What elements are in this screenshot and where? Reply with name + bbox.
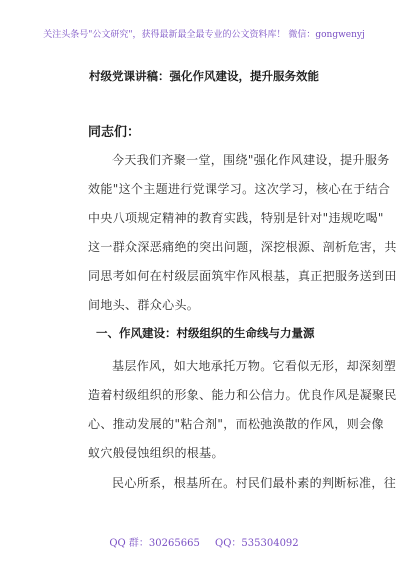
paragraph-line: 间地头、群众心头。 xyxy=(88,298,200,312)
header-banner: 关注头条号"公文研究"，获得最新最全最专业的公文资料库！ 微信：gongwenyj xyxy=(43,30,365,40)
paragraph-line: 中央八项规定精神的教育实践，特别是针对"违规吃喝" xyxy=(88,211,384,225)
paragraph-line: 效能"这个主题进行党课学习。这次学习，核心在于结合 xyxy=(88,182,391,196)
section-heading: 一、作风建设：村级组织的生命线与力量源 xyxy=(96,326,315,340)
footer-contacts xyxy=(0,534,408,549)
paragraph-line: 蚁穴般侵蚀组织的根基。 xyxy=(88,446,224,460)
paragraph-line: 同思考如何在村级层面筑牢作风根基，真正把服务送到田 xyxy=(88,269,397,283)
paragraph-line: 心、推动发展的"粘合剂"，而松弛涣散的作风，则会像 xyxy=(88,417,384,431)
qq-group-text: QQ 群：30265665 xyxy=(109,538,200,549)
qq-text: QQ：535304092 xyxy=(215,538,299,549)
paragraph-line: 基层作风，如大地承托万物。它看似无形，却深刻塑 xyxy=(112,359,397,373)
paragraph-line: 民心所系，根基所在。村民们最朴素的判断标准，往 xyxy=(112,476,397,490)
paragraph-line: 这一群众深恶痛绝的突出问题，深挖根源、剖析危害，共 xyxy=(88,240,397,254)
salutation: 同志们： xyxy=(88,125,141,140)
paragraph-line: 今天我们齐聚一堂，围绕"强化作风建设，提升服务 xyxy=(112,153,390,167)
document-title: 村级党课讲稿：强化作风建设，提升服务效能 xyxy=(89,69,319,83)
paragraph-line: 造着村级组织的形象、能力和公信力。优良作风是凝聚民 xyxy=(88,388,397,402)
